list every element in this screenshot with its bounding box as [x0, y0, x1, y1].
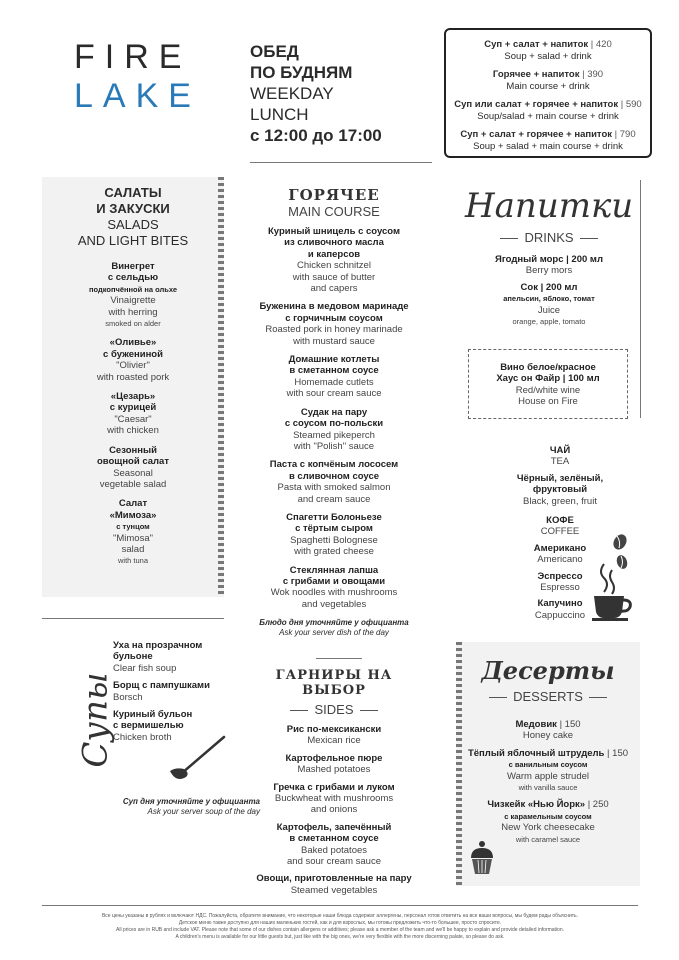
- cupcake-icon: [468, 840, 496, 876]
- lunch-title-l4: LUNCH: [250, 105, 309, 124]
- list-item: Уха на прозрачном бульоне Clear fish soup: [113, 640, 203, 674]
- ladle-icon: [168, 735, 228, 785]
- list-item: Куриный бульон с вермишелью Chicken broth: [113, 709, 193, 743]
- list-item: Тёплый яблочный штрудель | 150 с ванильным соусом Warm apple strudel with vanilla sauce: [467, 747, 629, 793]
- drinks-subheading: DRINKS: [465, 230, 633, 246]
- list-item: Стеклянная лапша с грибами и овощами Wok noodles with mushrooms and vegetables: [270, 564, 398, 610]
- list-item: Капучино Cappuccino: [534, 598, 586, 621]
- list-item: Спагетти Болоньезе с тёртым сыром Spaghetti Bolognese with grated cheese: [286, 511, 382, 558]
- lunch-title-l1: ОБЕД: [250, 42, 299, 61]
- list-item: «Цезарь» с курицей "Caesar" with chicken: [107, 391, 159, 437]
- sides-subheading: SIDES: [242, 702, 426, 718]
- list-item: Чизкейк «Нью Йорк» | 250 с карамельным соусом New York cheesecake with caramel sauce: [487, 799, 609, 844]
- list-item: Винегрет с сельдью подкопчённой на ольхе Vinaigrette with herring smoked on alder: [88, 261, 178, 329]
- dish-of-day-note: Блюдо дня уточняйте у официанта Ask your server dish of the day: [259, 618, 409, 638]
- soups-list: [113, 640, 233, 749]
- logo-fire: FIRE: [74, 38, 192, 76]
- list-item: Эспрессо Espresso: [537, 570, 583, 594]
- list-item: Судак на пару с соусом по-польски Steamed pikeperch with "Polish" sauce: [284, 406, 384, 452]
- combo-item: Суп или салат + горячее + напиток | 590 Soup/salad + main course + drink: [454, 99, 642, 122]
- footer-note: Все цены указаны в рублях и включают НДС. Пожалуйста, обратите внимание, что некоторые наши блюда содержат аллергены, персонал готов ответить на все ваши вопросы, мы будем рады объяснить. Детское меню также доступно для наших маленьких гостей, как и для взрослых, мы готовы предложить что-то большее, просто спросите. All prices are in RUB and include VAT. Please note that some of our dishes contain allergens or additives; please ask a member of the team and we'll be happy to explain and provide detailed information. A children's menu is available for our little guests but, just like with the big ones, we're very flexible with the more discerning palate, so please do ask.: [101, 913, 579, 940]
- list-item: Медовик | 150 Honey cake: [515, 719, 581, 742]
- divider: [250, 162, 432, 163]
- list-item: ЧАЙ TEA: [549, 445, 571, 468]
- list-item: Чёрный, зелёный, фруктовый Black, green, fruit: [516, 472, 604, 507]
- lunch-title-l2: ПО БУДНЯМ: [250, 63, 353, 82]
- combo-box: [444, 28, 652, 158]
- sides-section: [242, 668, 426, 896]
- divider: [42, 905, 638, 906]
- soups-heading: Супы: [75, 672, 116, 768]
- main-course-section: [242, 186, 426, 638]
- list-item: Домашние котлеты в сметанном соусе Homemade cutlets with sour cream sauce: [286, 354, 382, 400]
- list-item: Картофельное пюре Mashed potatoes: [285, 752, 383, 776]
- list-item: Буженина в медовом маринаде с горчичным соусом Roasted pork in honey marinade with mustard sauce: [259, 301, 409, 347]
- lunch-hours: с 12:00 до 17:00: [250, 126, 382, 145]
- desserts-subheading: DESSERTS: [456, 689, 640, 705]
- wine-box: [468, 349, 628, 419]
- desserts-heading: Десерты: [481, 656, 615, 685]
- salads-heading: САЛАТЫ И ЗАКУСКИ SALADS AND LIGHT BITES: [77, 185, 189, 248]
- list-item: Картофель, запечённый в сметанном соусе Baked potatoes and sour cream sauce: [276, 821, 392, 868]
- lunch-title: [250, 41, 382, 146]
- list-item: Гречка с грибами и луком Buckwheat with mushrooms and onions: [273, 781, 395, 816]
- list-item: «Оливье» с бужениной "Olivier" with roasted pork: [96, 337, 170, 383]
- sides-heading: ГАРНИРЫ НА ВЫБОР: [275, 668, 393, 698]
- combo-item: Горячее + напиток | 390 Main course + drink: [492, 69, 604, 92]
- list-item: Салат «Мимоза» с тунцом "Mimosa" salad with tuna: [109, 498, 157, 566]
- drinks-section: [465, 186, 633, 327]
- list-item: Рис по-мексикански Mexican rice: [286, 724, 382, 747]
- list-item: Вино белое/красное Хаус он Файр | 100 мл Red/white wine House on Fire: [496, 362, 600, 408]
- salads-section: [42, 177, 224, 597]
- divider: [42, 618, 224, 619]
- coffee-cup-icon: [590, 560, 636, 622]
- list-item: Сезонный овощной салат Seasonal vegetable salad: [96, 444, 169, 490]
- list-item: Овощи, приготовленные на пару Steamed vegetables: [256, 873, 412, 896]
- combo-item: Суп + салат + горячее + напиток | 790 Soup + salad + main course + drink: [460, 129, 636, 152]
- divider: [316, 658, 362, 659]
- list-item: Сок | 200 мл апельсин, яблоко, томат Juice orange, apple, tomato: [503, 281, 595, 327]
- list-item: Ягодный морс | 200 мл Berry mors: [495, 254, 603, 277]
- list-item: Американо Americano: [533, 542, 587, 566]
- combo-item: Суп + салат + напиток | 420 Soup + salad + drink: [484, 39, 612, 62]
- list-item: Паста с копчёным лососем в сливочном соусе Pasta with smoked salmon and cream sauce: [269, 459, 399, 505]
- soup-note: Суп дня уточняйте у официанта Ask your server soup of the day: [122, 797, 260, 816]
- lunch-title-l3: WEEKDAY: [250, 84, 334, 103]
- main-course-heading: ГОРЯЧЕЕ MAIN COURSE: [288, 186, 380, 219]
- list-item: КОФЕ COFFEE: [540, 515, 580, 538]
- list-item: Борщ с пампушками Borsch: [113, 680, 210, 703]
- drinks-heading: Напитки: [465, 186, 634, 226]
- divider: [640, 180, 641, 418]
- list-item: Куриный шницель с соусом из сливочного масла и каперсов Chicken schnitzel with sauce of butter and capers: [268, 226, 400, 295]
- logo-lake: LAKE: [74, 77, 201, 115]
